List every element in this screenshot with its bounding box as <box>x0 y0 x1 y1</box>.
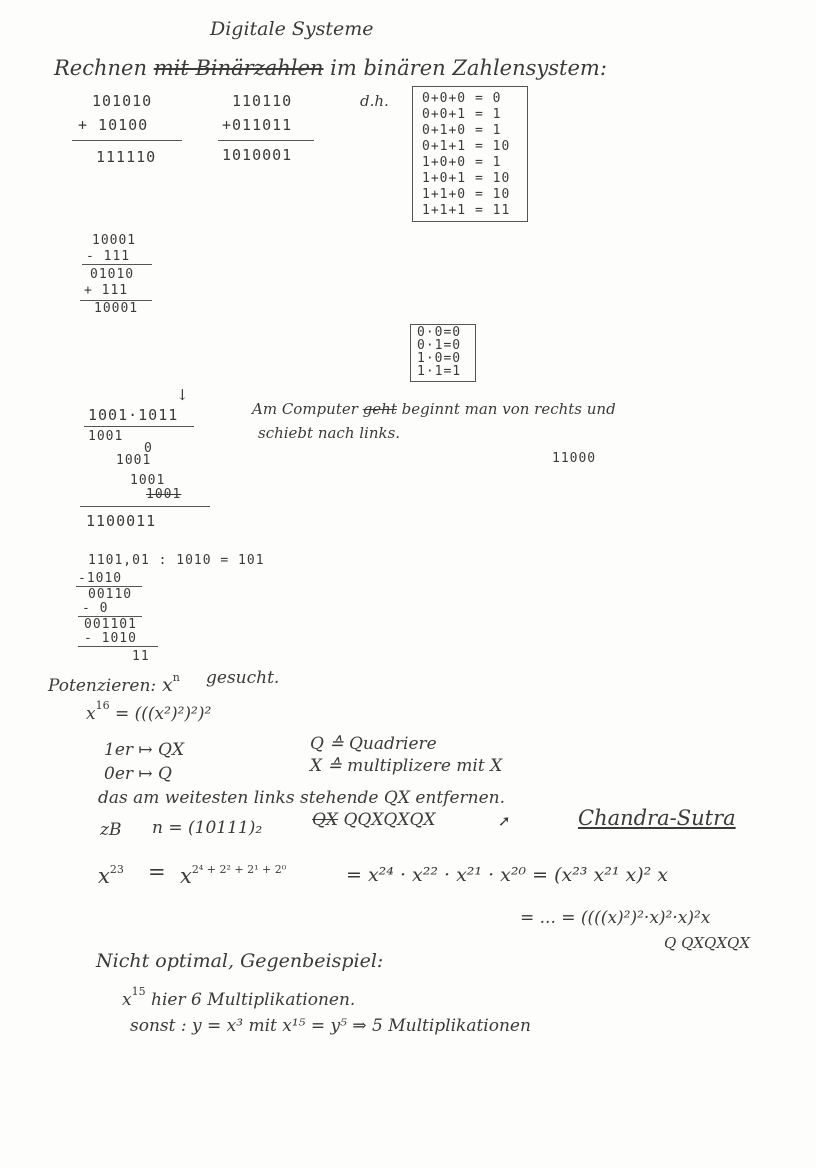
add-row: 1+0+0 = 1 <box>422 155 502 170</box>
mult-p0: 0 <box>144 441 153 456</box>
page-title: Digitale Systeme <box>210 18 374 40</box>
mult-row: 1·0=0 <box>417 351 462 366</box>
counter-x: x <box>122 990 132 1010</box>
mult-line1 <box>84 426 194 427</box>
example-zb: zB <box>100 820 122 840</box>
add-a1: 101010 <box>92 92 153 110</box>
heading-struck: mit Binärzahlen <box>153 56 324 80</box>
formula-rhs3-labels: Q QXQXQX <box>664 934 750 952</box>
add-a-line <box>72 140 182 141</box>
add-b1: 110110 <box>232 92 293 110</box>
computer-note-line1 <box>252 402 616 417</box>
div-r3: - 0 <box>82 601 109 616</box>
rule-note: das am weitesten links stehende QX entfernen. <box>98 788 506 808</box>
sub-r2: - 111 <box>86 249 131 264</box>
add-a2: + 10100 <box>78 116 149 134</box>
mult-p4: 1001 <box>146 487 182 502</box>
heading-suffix: im binären Zahlensystem: <box>330 56 607 80</box>
heading-prefix: Rechnen <box>54 56 148 80</box>
mult-line2 <box>80 506 210 507</box>
add-b-line <box>218 140 314 141</box>
down-arrow-icon: ↓ <box>176 386 189 404</box>
formula-eq: = <box>148 860 166 884</box>
multiplication-table-rows <box>417 326 461 378</box>
add-b-result: 1010001 <box>222 146 293 164</box>
add-row: 0+0+1 = 1 <box>422 107 502 122</box>
add-b2: +011011 <box>222 116 293 134</box>
div-expr: 1101,01 : 1010 = 101 <box>88 553 265 568</box>
div-r1: -1010 <box>78 571 123 586</box>
formula-rhs2: = x²⁴ · x²² · x²¹ · x²⁰ = (x²³ x²¹ x)² x <box>346 864 668 886</box>
rule-x-def: X ≙ multiplizere mit X <box>310 756 503 776</box>
addition-table-rows <box>422 91 510 219</box>
mult-expr: 1001·1011 <box>88 406 179 424</box>
sub-line1 <box>82 264 152 265</box>
rule-q-def: Q ≙ Quadriere <box>310 734 437 754</box>
counter-line1: Nicht optimal, Gegenbeispiel: <box>96 950 384 972</box>
potenz-label: Potenzieren: <box>48 676 157 696</box>
sub-r3: 01010 <box>90 267 135 282</box>
example-seq <box>312 812 436 829</box>
computer-note-line2: schiebt nach links. <box>258 424 401 442</box>
sub-r4: + 111 <box>84 283 129 298</box>
formula-lhs: $x^{23}$ <box>98 863 124 888</box>
note-struck: geht <box>362 400 397 418</box>
add-row: 1+0+1 = 10 <box>422 171 511 186</box>
counter-exp: 15 <box>131 985 146 998</box>
add-row: 1+1+1 = 11 <box>422 203 511 218</box>
heading <box>54 58 607 79</box>
div-line3 <box>78 646 158 647</box>
add-row: 1+1+0 = 10 <box>422 187 511 202</box>
counter-text: hier 6 Multiplikationen. <box>151 990 356 1010</box>
potenz-x: $x^n$ <box>162 671 180 696</box>
multiplication-table <box>410 324 476 382</box>
mult-row: 0·0=0 <box>417 325 462 340</box>
mult-row: 1·1=1 <box>417 364 462 379</box>
add-row: 0+0+0 = 0 <box>422 91 502 106</box>
potenz-gesucht: gesucht. <box>206 668 280 688</box>
rule-ones: 1er ↦ QX <box>104 740 185 760</box>
chandra-sutra-title: Chandra-Sutra <box>578 806 736 830</box>
mult-p1: 1001 <box>88 429 124 444</box>
note-text-a: Am Computer <box>252 400 358 418</box>
add-a-result: 111110 <box>96 148 157 166</box>
counter-line2 <box>122 986 355 1009</box>
add-row: 0+1+1 = 10 <box>422 139 511 154</box>
counter-line3: sonst : y = x³ mit x¹⁵ = y⁵ ⇒ 5 Multiplikationen <box>130 1016 531 1036</box>
sub-r1: 10001 <box>92 233 137 248</box>
mult-p2: 1001 <box>116 453 152 468</box>
example-struck: QX <box>312 810 339 830</box>
example-sequence: QQXQXQX <box>343 810 436 830</box>
formula-rhs1: $x^{2^4 + 2^2 + 2^1 + 2^0}$ <box>180 863 287 888</box>
mult-result: 1100011 <box>86 512 157 530</box>
potenz-x16: $x^{16} = (((x^2)^2)^2)^2$ <box>86 699 212 724</box>
formula-rhs3: = ... = ((((x)²)²·x)²·x)²x <box>520 908 711 928</box>
div-r2: 00110 <box>88 587 133 602</box>
example-n: n = (10111)₂ <box>152 818 263 838</box>
mult-row: 0·1=0 <box>417 338 462 353</box>
addition-table <box>412 86 528 222</box>
dh-label: d.h. <box>360 92 389 110</box>
mult-p3: 1001 <box>130 473 166 488</box>
div-r6: 11 <box>132 649 150 664</box>
arrow-right-icon: ➚ <box>498 812 511 830</box>
div-r5: - 1010 <box>84 631 137 646</box>
add-row: 0+1+0 = 1 <box>422 123 502 138</box>
sub-r5: 10001 <box>94 301 139 316</box>
side-number: 11000 <box>552 451 597 466</box>
div-r4: 001101 <box>84 617 137 632</box>
rule-zeros: 0er ↦ Q <box>104 764 172 784</box>
note-text-b: beginnt man von rechts und <box>401 400 616 418</box>
